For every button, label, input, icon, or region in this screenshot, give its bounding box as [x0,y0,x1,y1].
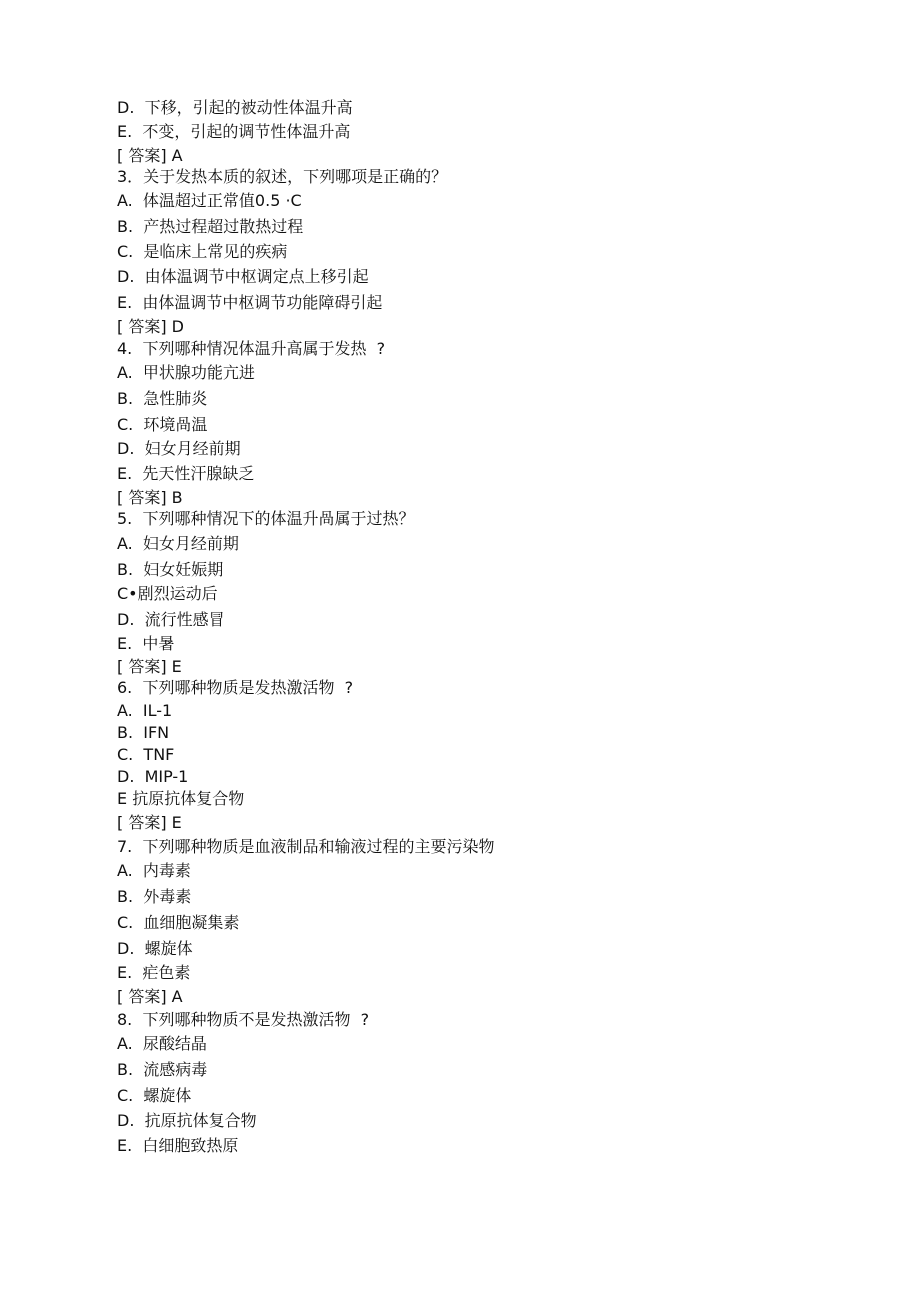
text-line: 8. 下列哪种物质不是发热激活物 ? [117,1010,370,1029]
text-line: B. 外毒素 [117,887,192,906]
text-line: [ 答案] E [117,657,182,676]
document-page [117,95,837,1155]
text-line: A. 内毒素 [117,861,191,880]
text-line: B. 妇女妊娠期 [117,560,224,579]
text-line: [ 答案] A [117,987,183,1006]
text-line: [ 答案] B [117,488,183,507]
text-line: [ 答案] D [117,317,184,336]
text-line: A. 甲状腺功能亢进 [117,363,255,382]
text-line: C. 血细胞凝集素 [117,913,240,932]
text-line: B. 产热过程超过散热过程 [117,217,304,236]
text-line: D. 下移，引起的被动性体温升高 [117,98,353,117]
text-line: C. 螺旋体 [117,1086,192,1105]
text-line: D. 抗原抗体复合物 [117,1111,257,1130]
text-line: A. 尿酸结晶 [117,1034,207,1053]
text-line: 3．关于发热本质的叙述，下列哪项是正确的？ [117,167,448,186]
text-line: [ 答案] E [117,813,182,832]
text-line: C. TNF [117,745,175,764]
text-line: A. 体温超过正常值0.5 ·C [117,191,302,210]
text-line: B. IFN [117,723,170,742]
text-line: B. 急性肺炎 [117,389,208,408]
text-line: C. 是临床上常见的疾病 [117,242,288,261]
text-line: C. 环境咼温 [117,415,208,434]
text-line: [ 答案] A [117,146,183,165]
text-line: E. 疟色素 [117,963,191,982]
text-line: B. 流感病毒 [117,1060,208,1079]
text-line: D. 螺旋体 [117,939,193,958]
text-line: C•剧烈运动后 [117,584,218,603]
text-line: E. 中暑 [117,634,175,653]
text-line: E. 白细胞致热原 [117,1136,239,1155]
text-line: D. 由体温调节中枢调定点上移引起 [117,267,369,286]
text-line: 4. 下列哪种情况体温升高属于发热 ? [117,339,386,358]
text-line: D. 妇女月经前期 [117,439,241,458]
text-line: E. 由体温调节中枢调节功能障碍引起 [117,293,383,312]
text-line: 7. 下列哪种物质是血液制品和输液过程的主要污染物 [117,837,495,856]
text-line: E 抗原抗体复合物 [117,789,245,808]
text-line: E. 先天性汗腺缺乏 [117,464,255,483]
text-line: A. IL-1 [117,701,173,720]
text-line: A. 妇女月经前期 [117,534,239,553]
text-line: D. 流行性感冒 [117,610,225,629]
text-line: 6. 下列哪种物质是发热激活物 ? [117,678,354,697]
text-line: D. MIP-1 [117,767,189,786]
text-line: 5. 下列哪种情况下的体温升咼属于过热？ [117,509,415,528]
text-line: E. 不变，引起的调节性体温升高 [117,122,351,141]
